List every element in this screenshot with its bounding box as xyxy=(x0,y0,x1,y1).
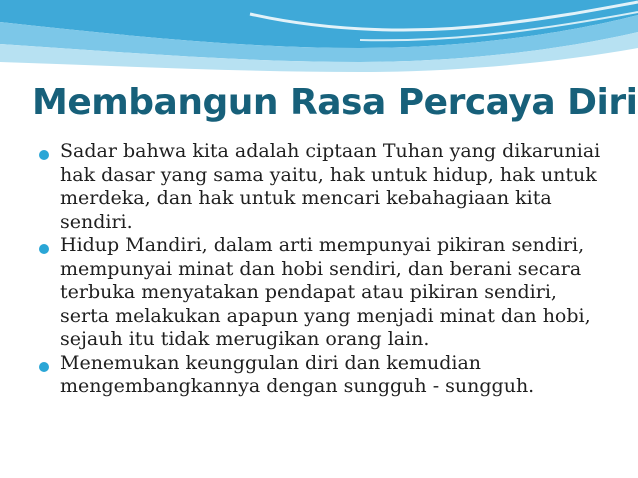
header-wave-decoration xyxy=(0,0,638,80)
bullet-item xyxy=(40,234,610,352)
bullet-item xyxy=(40,352,610,399)
bullet-text: Menemukan keunggulan diri dan kemudian mengembangkannya dengan sungguh - sungguh. xyxy=(60,351,535,397)
bullet-list xyxy=(40,140,610,399)
bullet-dot-icon xyxy=(39,244,49,254)
bullet-dot-icon xyxy=(39,362,49,372)
bullet-item xyxy=(40,140,610,234)
slide-title: Membangun Rasa Percaya Diri xyxy=(32,82,638,123)
bullet-dot-icon xyxy=(39,150,49,160)
bullet-text: Hidup Mandiri, dalam arti mempunyai pikiran sendiri, mempunyai minat dan hobi sendiri, dan berani secara terbuka menyatakan pendapat atau pikiran sendiri, serta melakukan apapun yang menjadi minat dan hobi, sejauh itu tidak merugikan orang lain. xyxy=(60,234,591,350)
bullet-text: Sadar bahwa kita adalah ciptaan Tuhan yang dikaruniai hak dasar yang sama yaitu, hak untuk hidup, hak untuk merdeka, dan hak untuk mencari kebahagiaan kita sendiri. xyxy=(60,140,601,233)
